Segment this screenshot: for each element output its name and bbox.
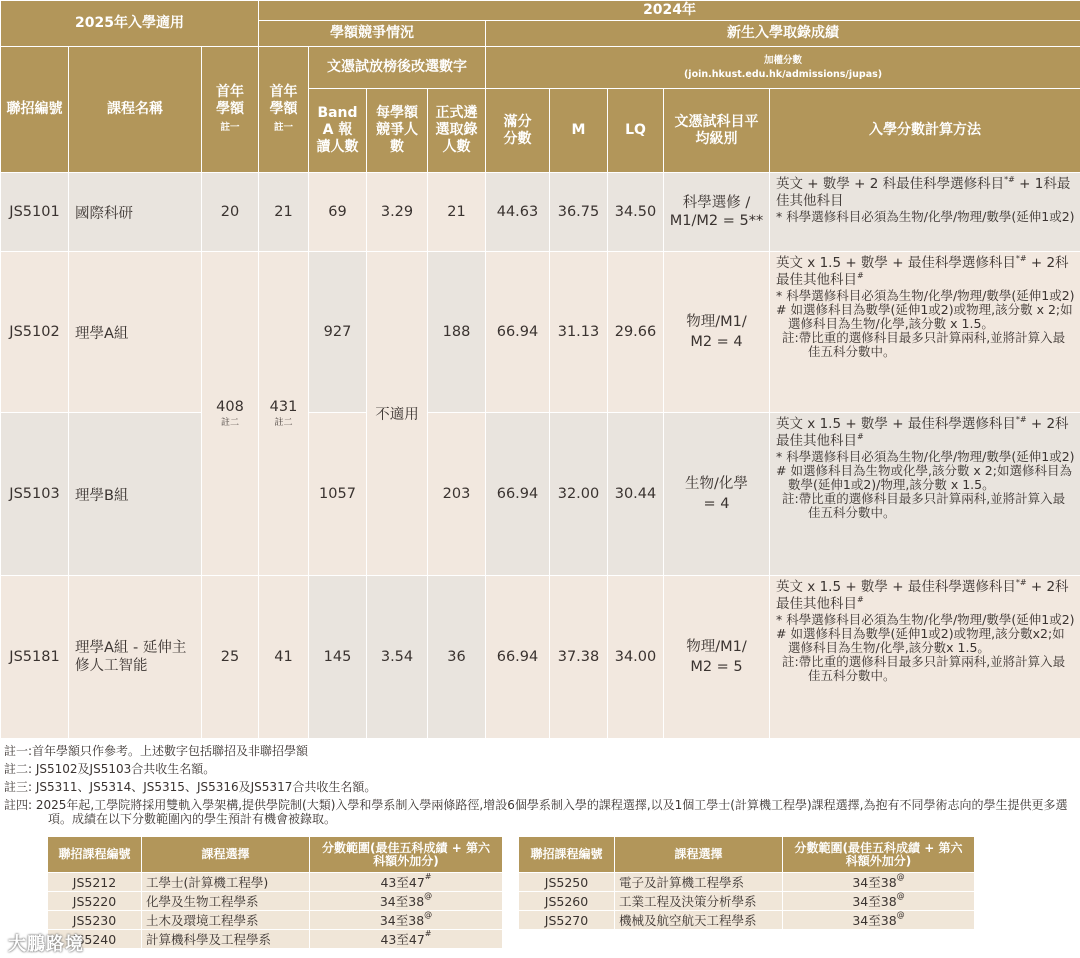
header-2025: 2025年入學適用 [1,1,259,47]
sub-range: 34至38@ [783,873,975,892]
per-place: 3.54 [367,576,428,739]
sub-range: 34至38@ [310,892,503,911]
median-score: 36.75 [550,173,608,252]
footnote-3: 註三: JS5311、JS5314、JS5315、JS5316及JS5317合共收生名額。 [4,780,377,794]
sub-course: 電子及計算機工程學系 [615,873,783,892]
sub-range: 43至47# [310,873,503,892]
header-dse-level: 文憑試科目平均級別 [664,89,770,173]
dse-level: 物理/M1/ M2 = 5 [664,576,770,739]
course-name: 國際科研 [69,173,202,252]
sub-header-course: 課程選擇 [615,837,783,873]
offer-count: 36 [428,576,486,739]
header-m: M [550,89,608,173]
sub-code: JS5220 [48,892,142,911]
header-code: 聯招編號 [1,47,69,173]
header-2024: 2024年 [259,1,1080,21]
sub-code: JS5250 [519,873,615,892]
sub-code: JS5270 [519,911,615,930]
sub-header-range: 分數範圍(最佳五科成績 + 第六科額外加分) [783,837,975,873]
full-score: 66.94 [486,252,550,413]
course-name: 理學B組 [69,413,202,576]
not-applicable: 不適用 [367,252,428,576]
watermark: 大鵬路境 [8,934,84,955]
sub-code: JS5230 [48,911,142,930]
sub-header-course: 課程選擇 [142,837,310,873]
header-full: 滿分分數 [486,89,550,173]
median-score: 32.00 [550,413,608,576]
sub-code: JS5260 [519,892,615,911]
footnote-2: 註二: JS5102及JS5103合共收生名額。 [4,762,216,776]
table-row [48,892,503,911]
sub-range: 34至38@ [783,892,975,911]
sub-code: JS5240 [48,930,142,949]
header-offers: 正式遴選取錄人數 [428,89,486,173]
band-a-count: 1057 [309,413,367,576]
score-method: 英文 x 1.5 + 數學 + 最佳科學選修科目*# + 2科最佳其他科目# * 科學選修科目必須為生物/化學/物理/數學(延伸1或2) # 如選修科目為數學(延伸1或2)或物理,該分數 x 2;如選修科目為生物/化學,該分數 x 1.5。 註:帶比重的選修科目最多只計算兩科,並將計算入最佳五科分數中。 [770,252,1080,413]
table-row [519,873,975,892]
footnote-4: 註四: 2025年起,工學院將採用雙軌入學架構,提供學院制(大類)入學和學系制入學兩條路徑,增設6個學系制入學的課程選擇,以及1個工學士(計算機工程學)課程選擇,為抱有不同學術志向的學生提供更多選項。成績在以下分數範圍內的學生預計有機會被錄取。 [4,798,1068,826]
header-weighted: 加權分數 (join.hkust.edu.hk/admissions/jupas) [486,47,1080,89]
header-lq: LQ [608,89,664,173]
full-score: 66.94 [486,413,550,576]
course-code: JS5102 [1,252,69,413]
course-code: JS5181 [1,576,69,739]
course-name: 理學A組 [69,252,202,413]
full-score: 44.63 [486,173,550,252]
dse-level: 生物/化學 = 4 [664,413,770,576]
table-row [519,892,975,911]
header-per-place: 每學額競爭人數 [367,89,428,173]
sub-course: 工學士(計算機工程學) [142,873,310,892]
table-row [1,576,1080,739]
offer-count: 188 [428,252,486,413]
dse-level: 科學選修 / M1/M2 = 5** [664,173,770,252]
offer-count: 21 [428,173,486,252]
dse-level: 物理/M1/ M2 = 4 [664,252,770,413]
quota-2025: 25 [202,576,259,739]
quota-2025-merged: 408 註二 [202,252,259,576]
band-a-count: 69 [309,173,367,252]
sub-code: JS5212 [48,873,142,892]
score-method: 英文 x 1.5 + 數學 + 最佳科學選修科目*# + 2科最佳其他科目# * 科學選修科目必須為生物/化學/物理/數學(延伸1或2) # 如選修科目為數學(延伸1或2)或物理,該分數x2;如選修科目為生物/化學,該分數x 1.5。 註:帶比重的選修科目最多只計算兩科,並將計算入最佳五科分數中。 [770,576,1080,739]
header-results: 新生入學取錄成績 [486,21,1080,47]
sub-range: 34至38@ [783,911,975,930]
sub-course: 計算機科學及工程學系 [142,930,310,949]
band-a-count: 927 [309,252,367,413]
header-method: 入學分數計算方法 [770,89,1080,173]
lq-score: 34.00 [608,576,664,739]
quota-2024: 21 [259,173,309,252]
header-course: 課程名稱 [69,47,202,173]
header-quota-2024: 首年學額 註一 [259,47,309,173]
median-score: 31.13 [550,252,608,413]
lq-score: 29.66 [608,252,664,413]
course-name: 理學A組 - 延伸主修人工智能 [69,576,202,739]
sub-course: 機械及航空航天工程學系 [615,911,783,930]
sub-header-range: 分數範圍(最佳五科成績 + 第六科額外加分) [310,837,503,873]
table-row [1,413,1080,576]
table-row [48,911,503,930]
engineering-range-table-left [47,836,503,949]
course-code: JS5101 [1,173,69,252]
score-method: 英文 + 數學 + 2 科最佳科學選修科目*# + 1科最佳其他科目 * 科學選修科目必須為生物/化學/物理/數學(延伸1或2) [770,173,1080,252]
table-row [48,873,503,892]
band-a-count: 145 [309,576,367,739]
sub-course: 化學及生物工程學系 [142,892,310,911]
sub-course: 土木及環境工程學系 [142,911,310,930]
quota-2025: 20 [202,173,259,252]
header-after-release: 文憑試放榜後改選數字 [309,47,486,89]
lq-score: 30.44 [608,413,664,576]
table-row [1,173,1080,252]
table-row [1,252,1080,413]
lq-score: 34.50 [608,173,664,252]
sub-course: 工業工程及決策分析學系 [615,892,783,911]
sub-header-code: 聯招課程編號 [48,837,142,873]
sub-header-code: 聯招課程編號 [519,837,615,873]
sub-range: 43至47# [310,930,503,949]
sub-range: 34至38@ [310,911,503,930]
table-row [519,911,975,930]
quota-2024: 41 [259,576,309,739]
engineering-range-table-right [518,836,975,930]
course-code: JS5103 [1,413,69,576]
median-score: 37.38 [550,576,608,739]
header-quota-2025: 首年學額 註一 [202,47,259,173]
table-row [48,930,503,949]
offer-count: 203 [428,413,486,576]
full-score: 66.94 [486,576,550,739]
quota-2024-merged: 431 註二 [259,252,309,576]
per-place: 3.29 [367,173,428,252]
header-competition: 學額競爭情況 [259,21,486,47]
footnote-1: 註一:首年學額只作參考。上述數字包括聯招及非聯招學額 [4,744,309,758]
header-band-a: Band A 報讀人數 [309,89,367,173]
score-method: 英文 x 1.5 + 數學 + 最佳科學選修科目*# + 2科最佳其他科目# * 科學選修科目必須為生物/化學/物理/數學(延伸1或2) # 如選修科目為生物或化學,該分數 x 2;如選修科目為數學(延伸1或2)/物理,該分數 x 1.5。 註:帶比重的選修科目最多只計算兩科,並將計算入最佳五科分數中。 [770,413,1080,576]
